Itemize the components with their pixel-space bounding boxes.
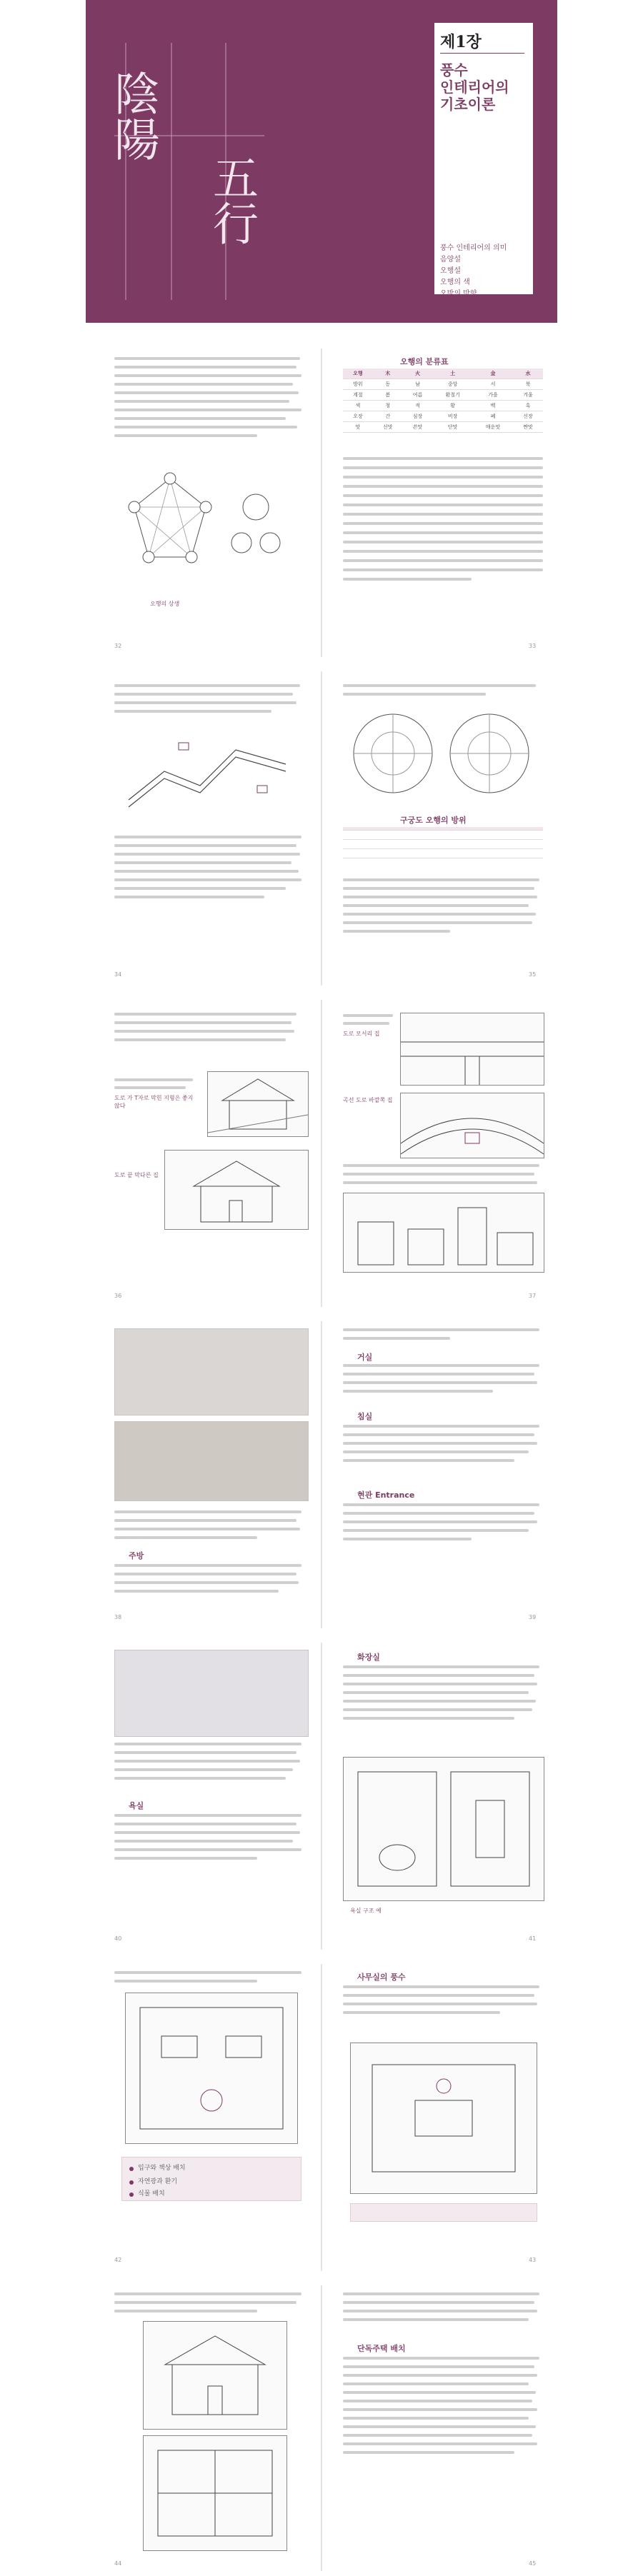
note-item: 자연광과 환기 [138,2178,178,2185]
table-header: 木 [373,369,403,379]
page-number: 36 [114,1293,122,1299]
spread5-left-text-2 [114,1814,307,1865]
five-elements-diagram [127,464,291,593]
spread4-right-text-4 [343,1503,543,1546]
table-cell: 흑 [513,401,543,411]
table-cell: 서 [473,379,513,390]
table-continuation [343,457,543,587]
table-cell: 남 [403,379,433,390]
page-number: 34 [114,971,122,978]
floor-plan-sketch [143,2435,287,2551]
kitchen-photo [114,1328,309,1415]
table-cell: 폐 [473,411,513,422]
spread2-left-text [114,684,307,718]
section-heading: 구궁도 오행의 방위 [400,816,467,825]
spread7-right-text-2 [343,2357,543,2460]
toc-item[interactable]: 음양설 [440,256,461,264]
spread-gutter [321,671,322,986]
table-row [343,390,543,401]
table-cell: 백 [473,401,513,411]
house-sketch [207,1071,309,1137]
caption-block [343,1014,397,1038]
table-row [343,831,543,840]
section-heading: 욕실 [129,1801,144,1810]
spread4-left-text [114,1510,307,1545]
section-heading: 단독주택 배치 [357,2344,406,2353]
toc-item[interactable]: 풍수 인테리어의 의미 [440,244,507,252]
table-cell: 겨울 [513,390,543,401]
table-cell: 심장 [403,411,433,422]
bathroom-photo [114,1650,309,1737]
section-heading: 주방 [129,1551,144,1560]
table-cell: 쓴맛 [403,422,433,433]
page-number: 41 [529,1935,537,1942]
illustration-caption: 도로 가 T자로 막힌 지형은 좋지 않다 [114,1095,194,1109]
nine-palace-diagram [350,707,536,800]
road-map-sketch [114,728,307,814]
spread-gutter [321,349,322,657]
illustration-caption: 욕실 구조 예 [350,1908,382,1914]
spread7-left-text [114,2292,307,2318]
spread4-right-text-2 [343,1364,543,1398]
table-cell: 황 [432,401,472,411]
table-row [343,401,543,411]
table-header: 오행 [343,369,373,379]
spread6-right-text [343,1985,543,2020]
spread-gutter [321,1000,322,1307]
page-number: 39 [529,1614,537,1620]
page-number: 38 [114,1614,122,1620]
toc-item[interactable]: 오행의 색 [440,279,470,286]
table-cell: 비장 [432,411,472,422]
illustration-caption: 곡선 도로 바깥쪽 집 [343,1097,393,1103]
table-cell: 계절 [343,390,373,401]
cover-kanji-yin-yang: 陰陽 [106,70,159,161]
office-desk-sketch [350,2043,537,2194]
table-row [343,411,543,422]
page-number: 33 [529,643,537,649]
office-plan-sketch [125,1993,298,2144]
table-header: 土 [432,369,472,379]
curve-road-sketch [400,1093,544,1158]
table-cell: 짠맛 [513,422,543,433]
diagram-caption: 오행의 상생 [150,601,180,607]
table-cell: 간 [373,411,403,422]
table-cell: 적 [403,401,433,411]
note-item: 식물 배치 [138,2190,165,2197]
spread5-right-text [343,1665,543,1725]
cover-kanji-five-elements: 五行 [205,154,258,246]
spread-gutter [321,1643,322,1950]
note-item: 입구와 책상 배치 [138,2165,186,2172]
section-heading: 현관 Entrance [357,1490,415,1500]
table-row [343,422,543,433]
table-cell: 봄 [373,390,403,401]
table-cell: 맛 [343,422,373,433]
table-cell: 중앙 [432,379,472,390]
spread4-right-text-3 [343,1425,543,1468]
table-row [343,379,543,390]
table-cell: 환절기 [432,390,472,401]
direction-table [343,827,543,858]
table-cell: 매운맛 [473,422,513,433]
caption-block [114,1078,200,1110]
table-cell: 청 [373,401,403,411]
spread6-left-text [114,1971,307,1988]
table-cell: 동 [373,379,403,390]
page-number: 32 [114,643,122,649]
toc-item[interactable]: 오방의 방향 [440,290,477,298]
bullet-icon [129,2180,134,2185]
illustration-caption: 도로 끝 막다른 집 [114,1172,159,1178]
table-title: 오행의 분류표 [400,357,449,366]
section-heading: 침실 [357,1412,373,1421]
table-header: 火 [403,369,433,379]
table-cell: 북 [513,379,543,390]
section-heading: 화장실 [357,1653,380,1662]
table-row [343,840,543,849]
section-heading: 거실 [357,1353,373,1362]
spread2-right-text-2 [343,878,543,938]
chapter-divider [440,53,524,54]
chapter-title [440,61,529,113]
spread2-right-text [343,684,543,701]
spread2-left-text-2 [114,836,307,904]
table-cell: 신맛 [373,422,403,433]
bullet-icon [129,2167,134,2171]
table-cell: 단맛 [432,422,472,433]
table-cell: 신장 [513,411,543,422]
spread7-right-text [343,2292,543,2327]
table-cell: 가을 [473,390,513,401]
page-number: 35 [529,971,537,978]
chapter-title-line3: 기초이론 [440,96,496,113]
building-row-sketch [343,1193,544,1273]
spread-gutter [321,1964,322,2271]
section-heading: 사무실의 풍수 [357,1973,406,1982]
spread4-left-text-2 [114,1564,307,1598]
bathroom-layout-sketch [343,1757,544,1901]
dining-photo [114,1421,309,1501]
chapter-title-line1: 풍수 [440,61,468,79]
table-cell: 방위 [343,379,373,390]
table-header: 水 [513,369,543,379]
page-number: 40 [114,1935,122,1942]
illustration-caption: 도로 모서리 집 [343,1031,380,1037]
spread1-left-text [114,357,307,443]
spread-gutter [321,1321,322,1628]
spread3-right-text [343,1164,543,1190]
chapter-label: 제1장 [440,33,482,51]
toc-item[interactable]: 오행설 [440,267,461,275]
page-number: 45 [529,2560,537,2567]
page-number: 43 [529,2257,537,2263]
chapter-title-line2: 인테리어의 [440,79,509,96]
house-sketch [164,1150,309,1230]
spread5-left-text [114,1743,307,1785]
table-cell: 색 [343,401,373,411]
table-header: 金 [473,369,513,379]
caption-block [114,1171,161,1179]
table-cell: 여름 [403,390,433,401]
bullet-icon [129,2192,134,2197]
spread3-left-text [114,1013,307,1047]
caption-block [343,1096,397,1104]
intersection-sketch [400,1013,544,1086]
page-number: 37 [529,1293,537,1299]
spread-gutter [321,2285,322,2571]
page-number: 44 [114,2560,122,2567]
page-number: 42 [114,2257,122,2263]
five-elements-table [343,369,543,433]
table-row [343,849,543,858]
note-box [350,2203,537,2222]
table-cell: 오장 [343,411,373,422]
house-3d-sketch [143,2321,287,2430]
note-box [121,2157,301,2201]
spread4-right-text [343,1328,543,1345]
